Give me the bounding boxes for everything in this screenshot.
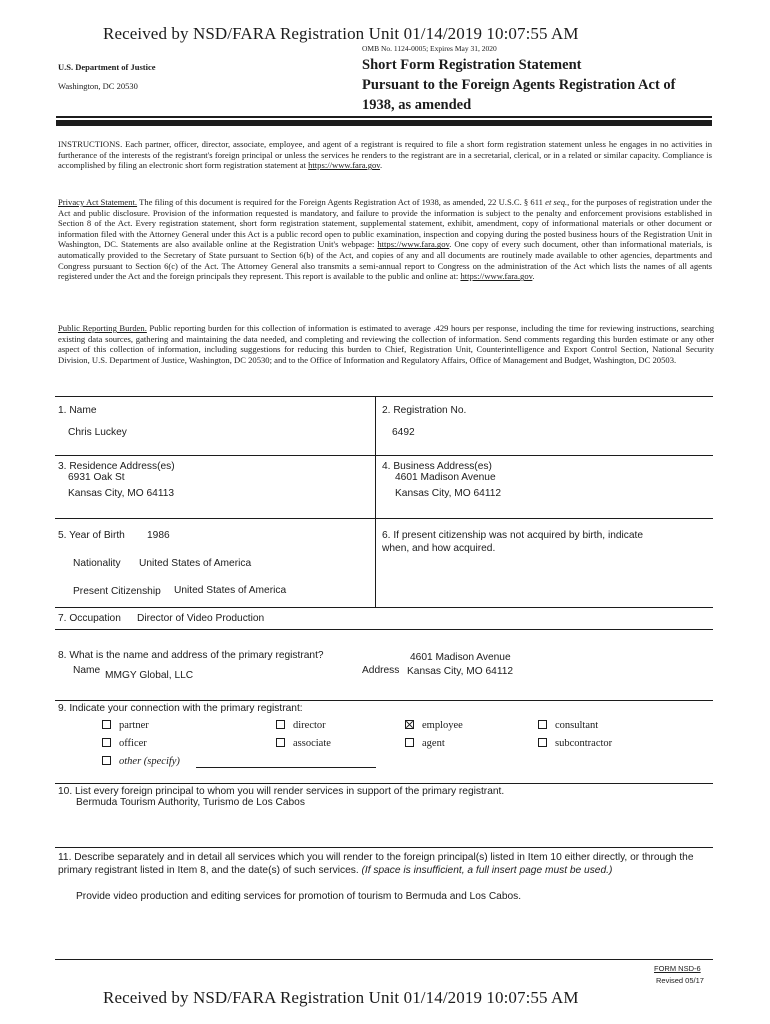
burden-text: Public reporting burden for this collection of information is estimated to average .429 hours per response, including the time for reviewing instructions, searching existing data sources, gathering and maintaining the data needed, and completing and reviewing the collection of information. Send comments regarding this burden estimate or any other aspect of this collection of information, including suggestions for reducing this burden to Chief, Registration Unit, Counterintelligence and Export Control Section, National Security Division, U.S. Department of Justice, Washington, DC 20530; and to the Office of Information and Regulatory Affairs, Office of Management and Budget, Washington, DC 20503.	[58, 323, 714, 365]
option-partner[interactable]	[102, 720, 149, 731]
other-label: other (specify)	[119, 756, 180, 767]
employee-label: employee	[422, 720, 463, 731]
burden-paragraph	[58, 323, 714, 365]
year-of-birth-label: 5. Year of Birth	[58, 530, 125, 541]
partner-checkbox[interactable]	[102, 720, 111, 729]
row8-bottom-rule	[55, 959, 713, 960]
citizenship-value[interactable]: United States of America	[174, 585, 287, 596]
citizenship-acquired-label: 6. If present citizenship was not acquired by birth, indicate when, and how acquired.	[382, 530, 644, 554]
row3-bottom-rule	[55, 607, 713, 608]
row7-bottom-rule	[55, 847, 713, 848]
privacy-text2: , for the purposes of registration under the Act and public disclosure. Provision of the information requested is mandatory, and failure to provide the information is subject to the penalty and enforcement provisions established in Section 8 of the Act. Every registration statement, short form registration statement, supplemental statement, exhibit, amendment, copy of informational materials or other document or information filed with the Attorney General under this Act is a public record open to public examination, inspection and copying during the posted business hours of the Registration Unit in Washington, DC. Statements are also available online at the Registration Unit's webpage:	[58, 197, 712, 250]
row1-bottom-rule	[55, 455, 713, 456]
header-rule-thin	[56, 116, 712, 118]
instructions-text: Each partner, officer, director, associate, employee, and agent of a registrant is required to file a short form registration statement unless he engages in no activities in furtherance of the interests of the registrant's foreign principal or unless the services he renders to the registrant are in a secretarial, clerical, or in a related or similar capacity. Compliance is accomplished by filing an electronic short form registration statement at	[58, 139, 712, 171]
form-title-line1: Short Form Registration Statement	[362, 57, 582, 73]
received-stamp-bottom: Received by NSD/FARA Registration Unit 01/14/2019 10:07:55 AM	[103, 988, 579, 1007]
department-name: U.S. Department of Justice	[58, 62, 156, 72]
privacy-end: .	[532, 271, 535, 282]
primary-registrant-label: 8. What is the name and address of the primary registrant?	[58, 650, 324, 661]
instructions-label: INSTRUCTIONS.	[58, 139, 123, 149]
privacy-text1: The filing of this document is required for the Foreign Agents Registration Act of 1938, as amended, 22 U.S.C. § 611	[137, 197, 546, 207]
residence-address-label: 3. Residence Address(es)	[58, 461, 175, 472]
option-associate[interactable]	[276, 738, 331, 749]
privacy-link2[interactable]: https://www.fara.gov	[460, 271, 533, 282]
officer-checkbox[interactable]	[102, 738, 111, 747]
registration-number-value[interactable]: 6492	[392, 427, 415, 438]
other-specify-line[interactable]	[196, 767, 376, 768]
grid-center-divider	[375, 396, 376, 608]
connection-label: 9. Indicate your connection with the primary registrant:	[58, 703, 303, 714]
option-subcontractor[interactable]	[538, 738, 612, 749]
option-consultant[interactable]	[538, 720, 598, 731]
row4-bottom-rule	[55, 629, 713, 630]
director-label: director	[293, 720, 326, 731]
services-label-text: 11. Describe separately and in detail all services which you will render to the foreign principal(s) listed in Item 10 either directly, or through the primary registrant listed in Item 8, and the date(s) of such services.	[58, 852, 694, 876]
instructions-link[interactable]: https://www.fara.gov	[308, 160, 381, 171]
nationality-value[interactable]: United States of America	[139, 558, 252, 569]
other-checkbox[interactable]	[102, 756, 111, 765]
option-agent[interactable]	[405, 738, 445, 749]
form-title	[362, 55, 732, 115]
consultant-label: consultant	[555, 720, 599, 731]
agent-checkbox[interactable]	[405, 738, 414, 747]
agent-label: agent	[422, 738, 445, 749]
residence-address-line1[interactable]: 6931 Oak St	[68, 472, 125, 483]
revision-date: Revised 05/17	[656, 976, 704, 985]
director-checkbox[interactable]	[276, 720, 285, 729]
option-director[interactable]	[276, 720, 326, 731]
registrant-address-label: Address	[362, 665, 400, 676]
business-address-line2[interactable]: Kansas City, MO 64112	[395, 488, 502, 499]
instructions-paragraph	[58, 139, 712, 171]
foreign-principal-label: 10. List every foreign principal to whom you will render services in support of the primary registrant.	[58, 786, 505, 797]
privacy-link1[interactable]: https://www.fara.gov	[377, 239, 450, 250]
registrant-address-line1[interactable]: 4601 Madison Avenue	[410, 652, 511, 663]
option-officer[interactable]	[102, 738, 147, 749]
officer-label: officer	[119, 738, 147, 749]
privacy-italic: et seq.	[545, 197, 568, 207]
header-rule-thick	[56, 120, 712, 126]
name-label: 1. Name	[58, 405, 97, 416]
nationality-label: Nationality	[73, 558, 121, 569]
registration-number-label: 2. Registration No.	[382, 405, 467, 416]
registrant-name-value[interactable]: MMGY Global, LLC	[105, 670, 194, 681]
instructions-end: .	[380, 160, 383, 171]
foreign-principal-value[interactable]: Bermuda Tourism Authority, Turismo de Los Cabos	[76, 797, 305, 808]
privacy-label: Privacy Act Statement.	[58, 197, 138, 207]
grid-top-rule	[55, 396, 713, 397]
employee-checkbox[interactable]	[405, 720, 414, 729]
option-other[interactable]	[102, 756, 180, 767]
consultant-checkbox[interactable]	[538, 720, 547, 729]
occupation-value[interactable]: Director of Video Production	[137, 613, 265, 624]
privacy-text3: . One copy of every such document, other than informational materials, is automatically provided to the Secretary of State pursuant to Section 6(b) of the Act, and copies of any and all documents are routinely made available to other agencies, departments and Congress pursuant to Section 6(c) of the Act. The Attorney General also transmits a semi-annual report to Congress on the administration of the Act which lists the names of all agents registered under the Act and the foreign principals they represent. This report is available to the public and online at:	[58, 239, 712, 282]
residence-address-line2[interactable]: Kansas City, MO 64113	[68, 488, 175, 499]
associate-label: associate	[293, 738, 331, 749]
row2-bottom-rule	[55, 518, 713, 519]
option-employee[interactable]	[405, 720, 463, 731]
row6-bottom-rule	[55, 783, 713, 784]
partner-label: partner	[119, 720, 149, 731]
year-of-birth-value[interactable]: 1986	[147, 530, 170, 541]
form-title-line2: Pursuant to the Foreign Agents Registration Act of	[362, 77, 676, 93]
form-number: FORM NSD-6	[654, 964, 701, 973]
omb-number: OMB No. 1124-0005; Expires May 31, 2020	[362, 44, 497, 53]
received-stamp-top: Received by NSD/FARA Registration Unit 01/14/2019 10:07:55 AM	[103, 24, 579, 43]
business-address-label: 4. Business Address(es)	[382, 461, 492, 472]
business-address-line1[interactable]: 4601 Madison Avenue	[395, 472, 496, 483]
department-location: Washington, DC 20530	[58, 81, 138, 91]
services-value[interactable]: Provide video production and editing services for promotion of tourism to Bermuda and Los Cabos.	[76, 891, 522, 902]
row5-bottom-rule	[55, 700, 713, 701]
burden-label: Public Reporting Burden.	[58, 323, 147, 333]
name-value[interactable]: Chris Luckey	[68, 427, 127, 438]
privacy-paragraph	[58, 197, 712, 282]
subcontractor-checkbox[interactable]	[538, 738, 547, 747]
registrant-address-line2[interactable]: Kansas City, MO 64112	[407, 666, 514, 677]
subcontractor-label: subcontractor	[555, 738, 613, 749]
form-title-line3: 1938, as amended	[362, 97, 472, 113]
citizenship-label: Present Citizenship	[73, 586, 161, 597]
services-label-italic: (If space is insufficient, a full insert page must be used.)	[361, 864, 613, 876]
associate-checkbox[interactable]	[276, 738, 285, 747]
occupation-label: 7. Occupation	[58, 613, 121, 624]
registrant-name-label: Name	[73, 665, 101, 676]
services-label	[58, 852, 712, 877]
